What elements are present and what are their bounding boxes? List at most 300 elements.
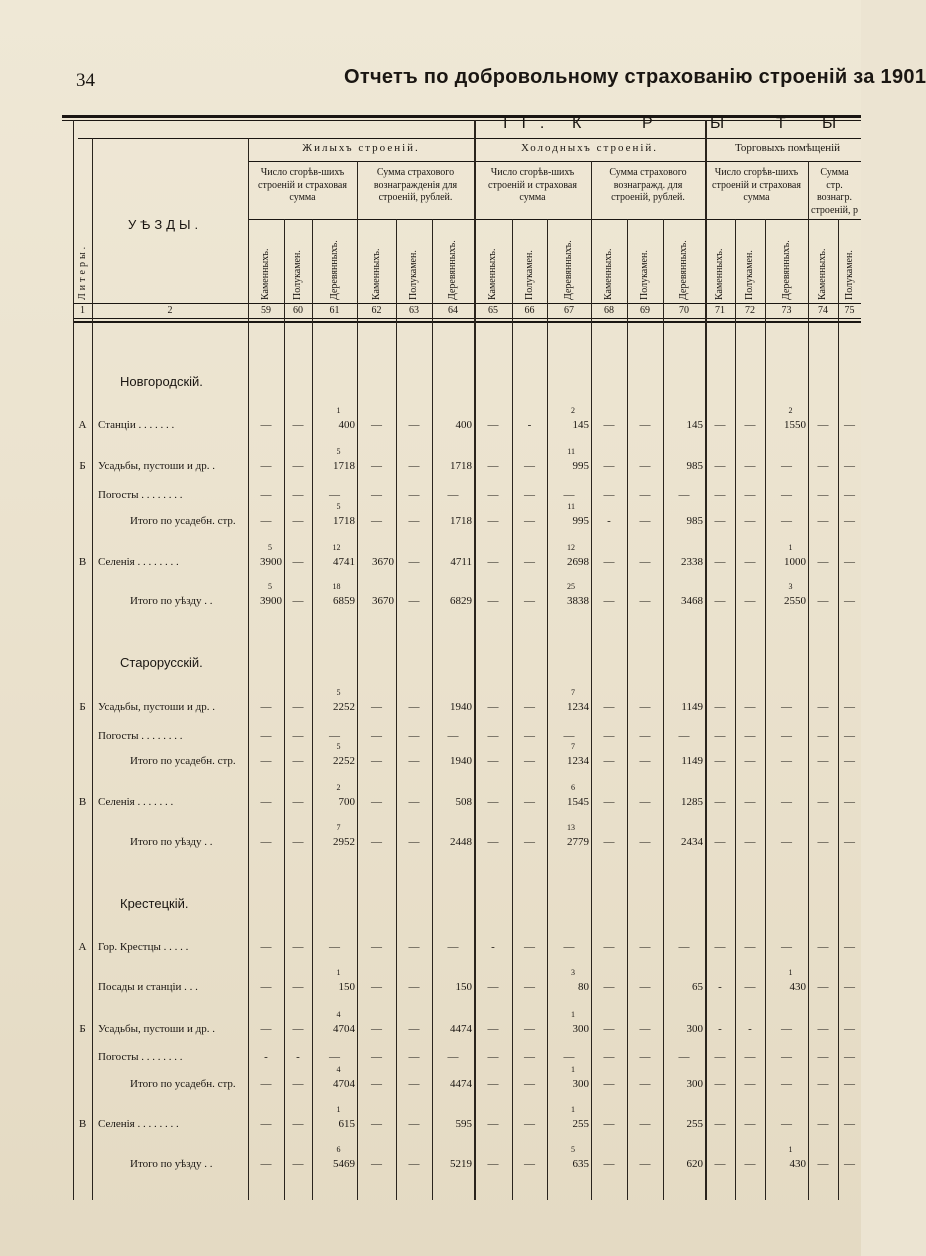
value-68: —: [603, 595, 615, 607]
count-61: 4: [336, 1065, 341, 1074]
value-74: —: [817, 595, 829, 607]
count-61: 1: [336, 968, 341, 977]
value-70: 985: [686, 515, 703, 527]
row-letter: В: [78, 556, 87, 568]
value-74: —: [817, 701, 829, 713]
value-66: —: [524, 556, 535, 568]
value-65: —: [487, 1118, 499, 1130]
value-59: —: [260, 1158, 272, 1170]
value-61: 4704: [333, 1023, 355, 1035]
value-59: —: [260, 701, 272, 713]
value-67: 2779: [567, 836, 589, 848]
top-thin-rule: [62, 120, 861, 121]
col-number-71: 71: [715, 305, 725, 316]
header-count-living: Число сгорѣв-шихъ строеній и страховая сумма: [258, 167, 347, 203]
colnum-bottom-rule: [73, 318, 861, 319]
value-66: -: [527, 419, 532, 431]
value-59: —: [260, 460, 272, 472]
value-59: —: [260, 941, 272, 953]
value-75: —: [844, 1051, 855, 1063]
body-top-rule: [73, 321, 861, 323]
value-59: —: [260, 796, 272, 808]
value-70: 1285: [681, 796, 703, 808]
col-number-74: 74: [818, 305, 828, 316]
value-60: —: [292, 1118, 304, 1130]
count-61: 4: [336, 1010, 341, 1019]
count-61: 5: [336, 688, 341, 697]
value-72: -: [748, 1023, 752, 1035]
value-68: —: [603, 419, 615, 431]
value-72: —: [744, 1118, 756, 1130]
value-72: —: [744, 941, 756, 953]
row-label: Усадьбы, пустоши и др. .: [98, 460, 215, 472]
value-67: 995: [572, 460, 589, 472]
row-letter: В: [78, 796, 87, 808]
col-number-67: 67: [564, 305, 574, 316]
header-count-cold: Число сгорѣв-шихъ строеній и страховая сумма: [488, 167, 577, 203]
material-header-59: Каменныхъ.: [260, 248, 271, 300]
value-63: —: [408, 419, 420, 431]
value-71: -: [718, 1023, 722, 1035]
value-60: -: [296, 1051, 300, 1063]
value-60: —: [292, 489, 304, 501]
left-border: [73, 120, 74, 1200]
value-75: —: [844, 515, 855, 527]
value-65: —: [487, 515, 499, 527]
value-75: —: [844, 1158, 855, 1170]
col-number-72: 72: [745, 305, 755, 316]
count-59: 5: [268, 582, 272, 591]
value-64: 508: [455, 796, 472, 808]
value-60: —: [292, 419, 304, 431]
header-sum-living: Сумма страхового вознагражденія для строеній, рублей.: [373, 167, 458, 203]
value-65: —: [487, 730, 499, 742]
material-header-64: Деревянныхъ.: [447, 240, 458, 300]
value-70: 985: [686, 460, 703, 472]
value-68: —: [603, 796, 615, 808]
value-62: —: [371, 1158, 382, 1170]
row-letter: А: [78, 941, 87, 953]
value-71: —: [714, 796, 726, 808]
value-70: —: [678, 489, 690, 501]
count-61: 1: [336, 406, 341, 415]
value-59: —: [260, 1118, 272, 1130]
value-62: —: [371, 515, 382, 527]
value-62: —: [371, 730, 382, 742]
value-66: —: [524, 796, 535, 808]
value-67: 145: [572, 419, 589, 431]
value-68: —: [603, 489, 615, 501]
header-rule-2: [248, 161, 861, 162]
value-61: 1718: [333, 460, 355, 472]
value-71: —: [714, 515, 726, 527]
subgroup-trade: Торговыхъ помѣщеній: [735, 142, 841, 154]
value-75: —: [844, 1078, 855, 1090]
value-69: —: [639, 556, 651, 568]
value-74: —: [817, 419, 829, 431]
value-75: —: [844, 489, 855, 501]
value-72: —: [744, 419, 756, 431]
value-69: —: [639, 755, 651, 767]
value-74: —: [817, 1078, 829, 1090]
page-number: 34: [76, 70, 95, 91]
value-71: —: [714, 460, 726, 472]
value-61: 700: [338, 796, 355, 808]
count-67: 11: [567, 502, 575, 511]
value-60: —: [292, 1158, 304, 1170]
value-66: —: [524, 1051, 535, 1063]
value-65: —: [487, 1023, 499, 1035]
value-74: —: [817, 489, 829, 501]
row-label: Селенія . . . . . . .: [98, 796, 174, 808]
value-65: —: [487, 556, 499, 568]
value-74: —: [817, 515, 829, 527]
value-71: —: [714, 755, 726, 767]
value-73: —: [781, 836, 792, 848]
value-75: —: [844, 755, 855, 767]
count-73: 2: [788, 406, 793, 415]
group-letter: Т: [776, 115, 800, 132]
value-75: —: [844, 701, 855, 713]
value-63: —: [408, 836, 420, 848]
row-label: Погосты . . . . . . . .: [98, 730, 183, 742]
value-69: —: [639, 1158, 651, 1170]
value-63: —: [408, 730, 420, 742]
value-66: —: [524, 1118, 535, 1130]
value-64: 2448: [450, 836, 472, 848]
value-73: —: [781, 796, 792, 808]
value-61: 6859: [333, 595, 355, 607]
value-60: —: [292, 1078, 304, 1090]
value-73: —: [781, 1023, 792, 1035]
value-65: —: [487, 595, 499, 607]
header-sum-cold: Сумма страхового вознагражд. для строеній, рублей.: [609, 167, 687, 203]
value-59: —: [260, 1023, 272, 1035]
count-61: 1: [336, 1105, 341, 1114]
row-letter: Б: [79, 701, 86, 713]
value-66: —: [524, 595, 535, 607]
value-61: 2952: [333, 836, 355, 848]
value-67: 3838: [567, 595, 589, 607]
value-75: —: [844, 595, 855, 607]
row-label: Итого по уѣзду . .: [130, 836, 213, 848]
value-61: 2252: [333, 755, 355, 767]
value-75: —: [844, 460, 855, 472]
material-header-65: Каменныхъ.: [487, 248, 498, 300]
row-label: Погосты . . . . . . . .: [98, 489, 183, 501]
value-60: —: [292, 460, 304, 472]
row-label: Итого по уѣзду . .: [130, 595, 213, 607]
value-65: —: [487, 755, 499, 767]
value-74: —: [817, 1023, 829, 1035]
value-68: —: [603, 1078, 615, 1090]
value-61: 5469: [333, 1158, 355, 1170]
material-header-63: Полукамен.: [408, 250, 419, 300]
header-rule-3: [248, 219, 861, 220]
value-66: —: [524, 515, 535, 527]
value-72: —: [744, 981, 756, 993]
value-61: —: [329, 489, 340, 501]
value-63: —: [408, 1051, 420, 1063]
value-69: —: [639, 595, 651, 607]
value-72: —: [744, 730, 756, 742]
material-header-70: Деревянныхъ.: [678, 240, 689, 300]
value-64: 1718: [450, 460, 472, 472]
column-rule: [357, 161, 358, 1200]
material-header-61: Деревянныхъ.: [328, 240, 340, 300]
value-62: 3670: [372, 556, 394, 568]
value-74: —: [817, 836, 829, 848]
value-73: —: [781, 515, 792, 527]
count-73: 1: [788, 1145, 793, 1154]
value-75: —: [844, 836, 855, 848]
material-header-75: Полукамен.: [843, 250, 855, 300]
value-70: 65: [692, 981, 703, 993]
value-65: —: [487, 836, 499, 848]
value-63: —: [408, 981, 420, 993]
column-rule: [808, 161, 809, 1200]
material-header-72: Полукамен.: [744, 250, 755, 300]
column-rule: [591, 161, 592, 1200]
material-header-66: Полукамен.: [523, 250, 535, 300]
value-59: —: [260, 489, 272, 501]
value-73: —: [781, 730, 792, 742]
value-75: —: [844, 796, 855, 808]
value-70: 300: [686, 1023, 703, 1035]
value-61: 2252: [333, 701, 355, 713]
row-label: Итого по усадебн. стр.: [130, 1078, 236, 1090]
value-59: —: [260, 730, 272, 742]
value-61: —: [329, 730, 340, 742]
value-69: —: [639, 1023, 651, 1035]
value-69: —: [639, 730, 651, 742]
value-64: 4474: [450, 1078, 472, 1090]
value-69: —: [639, 796, 651, 808]
row-label: Усадьбы, пустоши и др. .: [98, 1023, 215, 1035]
value-73: —: [781, 1051, 792, 1063]
value-74: —: [817, 981, 829, 993]
value-70: 2338: [681, 556, 703, 568]
value-62: —: [371, 1118, 382, 1130]
value-61: —: [329, 941, 340, 953]
col-number-63: 63: [409, 305, 419, 316]
col-number-69: 69: [640, 305, 650, 316]
row-letter: В: [78, 1118, 87, 1130]
column-rule: [248, 138, 249, 1200]
value-71: —: [714, 730, 726, 742]
col-number-66: 66: [524, 305, 535, 316]
count-67: 2: [571, 406, 575, 415]
value-69: —: [639, 515, 651, 527]
value-61: 615: [338, 1118, 355, 1130]
count-61: 18: [332, 582, 341, 591]
value-61: 150: [338, 981, 355, 993]
value-73: 430: [789, 1158, 806, 1170]
group-divider: [474, 120, 476, 1200]
col-number-75: 75: [844, 305, 855, 316]
value-65: —: [487, 489, 499, 501]
value-60: —: [292, 701, 304, 713]
section-title: Новгородскій.: [120, 374, 203, 389]
value-69: —: [639, 981, 651, 993]
count-67: 13: [567, 823, 575, 832]
value-72: —: [744, 1051, 756, 1063]
value-68: —: [603, 836, 615, 848]
value-64: 150: [455, 981, 472, 993]
value-66: —: [524, 1078, 535, 1090]
value-69: —: [639, 701, 651, 713]
value-59: —: [260, 755, 272, 767]
value-73: —: [781, 941, 792, 953]
value-68: —: [603, 981, 615, 993]
value-64: 4711: [450, 556, 472, 568]
value-69: —: [639, 1078, 651, 1090]
value-60: —: [292, 556, 304, 568]
value-59: —: [260, 836, 272, 848]
value-66: —: [524, 730, 535, 742]
subgroup-living: Жилыхъ строеній.: [302, 142, 420, 154]
value-65: —: [487, 1158, 499, 1170]
col-number-65: 65: [488, 305, 498, 316]
material-header-67: Деревянныхъ.: [563, 240, 574, 300]
value-72: —: [744, 1158, 756, 1170]
material-header-60: Полукамен.: [292, 250, 303, 300]
value-67: 300: [572, 1078, 589, 1090]
value-64: 1940: [450, 755, 472, 767]
value-73: 430: [789, 981, 806, 993]
value-62: —: [371, 941, 382, 953]
value-59: 3900: [260, 556, 282, 568]
count-61: 12: [332, 543, 341, 552]
count-67: 5: [571, 1145, 575, 1154]
value-74: —: [817, 460, 829, 472]
value-63: —: [408, 796, 420, 808]
value-63: —: [408, 941, 420, 953]
value-59: —: [260, 419, 272, 431]
count-67: 7: [571, 688, 575, 697]
column-rule: [92, 138, 93, 1200]
value-68: —: [603, 701, 615, 713]
value-74: —: [817, 941, 829, 953]
value-59: 3900: [260, 595, 282, 607]
material-header-71: Каменныхъ.: [714, 248, 725, 300]
value-63: —: [408, 1078, 420, 1090]
value-63: —: [408, 755, 420, 767]
count-67: 1: [571, 1010, 575, 1019]
value-60: —: [292, 981, 304, 993]
value-67: 80: [578, 981, 589, 993]
value-66: —: [524, 981, 535, 993]
value-64: 4474: [450, 1023, 472, 1035]
row-label: Селенія . . . . . . . .: [98, 1118, 179, 1130]
value-62: —: [371, 1078, 382, 1090]
value-74: —: [817, 1118, 829, 1130]
value-63: —: [408, 515, 420, 527]
value-70: 255: [686, 1118, 703, 1130]
value-72: —: [744, 836, 756, 848]
value-70: —: [678, 941, 690, 953]
value-71: —: [714, 419, 726, 431]
count-67: 25: [567, 582, 575, 591]
count-67: 1: [571, 1105, 575, 1114]
value-70: 1149: [681, 701, 703, 713]
value-66: —: [524, 755, 535, 767]
section-title: Старорусскій.: [120, 655, 203, 670]
value-75: —: [844, 1023, 855, 1035]
value-71: —: [714, 1051, 726, 1063]
value-63: —: [408, 701, 420, 713]
value-75: —: [844, 981, 855, 993]
value-66: —: [524, 1158, 535, 1170]
value-73: 2550: [784, 595, 806, 607]
count-67: 3: [571, 968, 575, 977]
col-number-61: 61: [329, 305, 340, 316]
value-73: —: [781, 1118, 792, 1130]
value-71: —: [714, 489, 726, 501]
value-68: —: [603, 460, 615, 472]
row-label: Итого по уѣзду . .: [130, 1158, 213, 1170]
value-61: 1718: [333, 515, 355, 527]
value-68: -: [607, 515, 611, 527]
value-61: 4704: [333, 1078, 355, 1090]
value-67: —: [563, 730, 575, 742]
value-65: —: [487, 1051, 499, 1063]
row-label: Усадьбы, пустоши и др. .: [98, 701, 215, 713]
value-67: 1234: [567, 701, 589, 713]
group-number: II.: [503, 115, 559, 132]
col-number-68: 68: [604, 305, 614, 316]
value-64: 6829: [450, 595, 472, 607]
value-67: 1545: [567, 796, 589, 808]
value-71: —: [714, 836, 726, 848]
value-66: —: [524, 460, 535, 472]
value-69: —: [639, 489, 651, 501]
value-61: —: [329, 1051, 340, 1063]
value-60: —: [292, 1023, 304, 1035]
value-72: —: [744, 595, 756, 607]
value-64: 1940: [450, 701, 472, 713]
value-59: —: [260, 981, 272, 993]
count-67: 7: [571, 742, 575, 751]
value-62: —: [371, 796, 382, 808]
value-64: 1718: [450, 515, 472, 527]
count-67: 11: [567, 447, 575, 456]
value-71: -: [718, 981, 722, 993]
col-number-64: 64: [448, 305, 458, 316]
row-letter: Б: [79, 460, 86, 472]
value-72: —: [744, 796, 756, 808]
count-73: 3: [788, 582, 793, 591]
value-72: —: [744, 460, 756, 472]
value-63: —: [408, 1118, 420, 1130]
value-60: —: [292, 796, 304, 808]
value-72: —: [744, 515, 756, 527]
row-label: Итого по усадебн. стр.: [130, 755, 236, 767]
value-70: 145: [686, 419, 703, 431]
value-64: —: [447, 1051, 459, 1063]
value-63: —: [408, 1158, 420, 1170]
count-67: 1: [571, 1065, 575, 1074]
value-73: —: [781, 489, 792, 501]
value-63: —: [408, 595, 420, 607]
col-number-62: 62: [371, 305, 382, 316]
value-67: 255: [572, 1118, 589, 1130]
value-68: —: [603, 1023, 615, 1035]
header-uezdy: УѢЗДЫ.: [128, 217, 203, 232]
value-67: 2698: [567, 556, 589, 568]
value-67: —: [563, 1051, 575, 1063]
count-61: 5: [336, 742, 341, 751]
